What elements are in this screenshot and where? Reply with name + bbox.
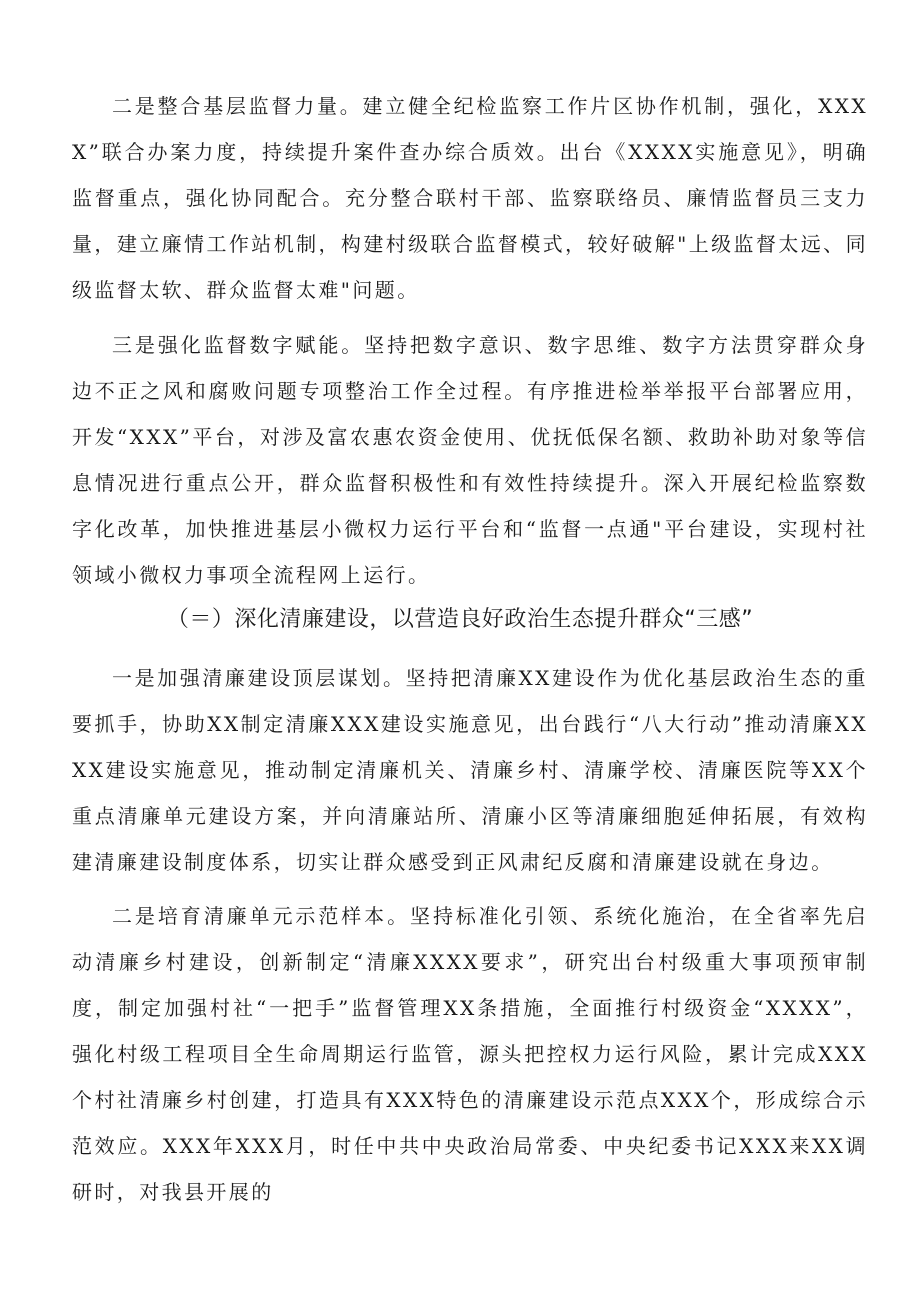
paragraph-demonstration-samples: 二是培育清廉单元示范样本。坚持标准化引领、系统化施治，在全省率先启动清廉乡村建设，创新制定“清廉XXXX要求”，研究出台村级重大事项预审制度，制定加强村社“一把手”监督管理XX条措施，全面推行村级资金“XXXX”，强化村级工程项目全生命周期运行监管，源头把控权力运行风险，累计完成XXX个村社清廉乡村创建，打造具有XXX特色的清廉建设示范点XXX个，形成综合示范效应。XXX年XXX月，时任中共中央政治局常委、中央纪委书记XXX来XX调研时，对我县开展的 (72, 904, 868, 1204)
paragraph-integrate-supervision: 二是整合基层监督力量。建立健全纪检监察工作片区协作机制，强化，XXXX”联合办案力度，持续提升案件查办综合质效。出台《XXXX实施意见》，明确监督重点，强化协同配合。充分整合联村干部、监察联络员、廉情监督员三支力量，建立廉情工作站机制，构建村级联合监督模式，较好破解"上级监督太远、同级监督太软、群众监督太难"问题。 (72, 94, 868, 302)
paragraph-digital-empowerment: 三是强化监督数字赋能。坚持把数字意识、数字思维、数字方法贯穿群众身边不正之风和腐败问题专项整治工作全过程。有序推进检举举报平台部署应用，开发“XXX”平台，对涉及富农惠农资金使用、优抚低保名额、救助补助对象等信息情况进行重点公开，群众监督积极性和有效性持续提升。深入开展纪检监察数字化改革，加快推进基层小微权力运行平台和“监督一点通"平台建设，实现村社领域小微权力事项全流程网上运行。 (72, 333, 868, 587)
section-heading: （＝）深化清廉建设，以营造良好政治生态提升群众“三感” (166, 607, 754, 632)
paragraph-top-level-planning: 一是加强清廉建设顶层谋划。坚持把清廉XX建设作为优化基层政治生态的重要抓手，协助XX制定清廉XXX建设实施意见，出台践行“八大行动”推动清廉XXXX建设实施意见，推动制定清廉机关、清廉乡村、清廉学校、清廉医院等XX个重点清廉单元建设方案，并向清廉站所、清廉小区等清廉细胞延伸拓展，有效构建清廉建设制度体系，切实让群众感受到正风肃纪反腐和清廉建设就在身边。 (72, 666, 868, 874)
